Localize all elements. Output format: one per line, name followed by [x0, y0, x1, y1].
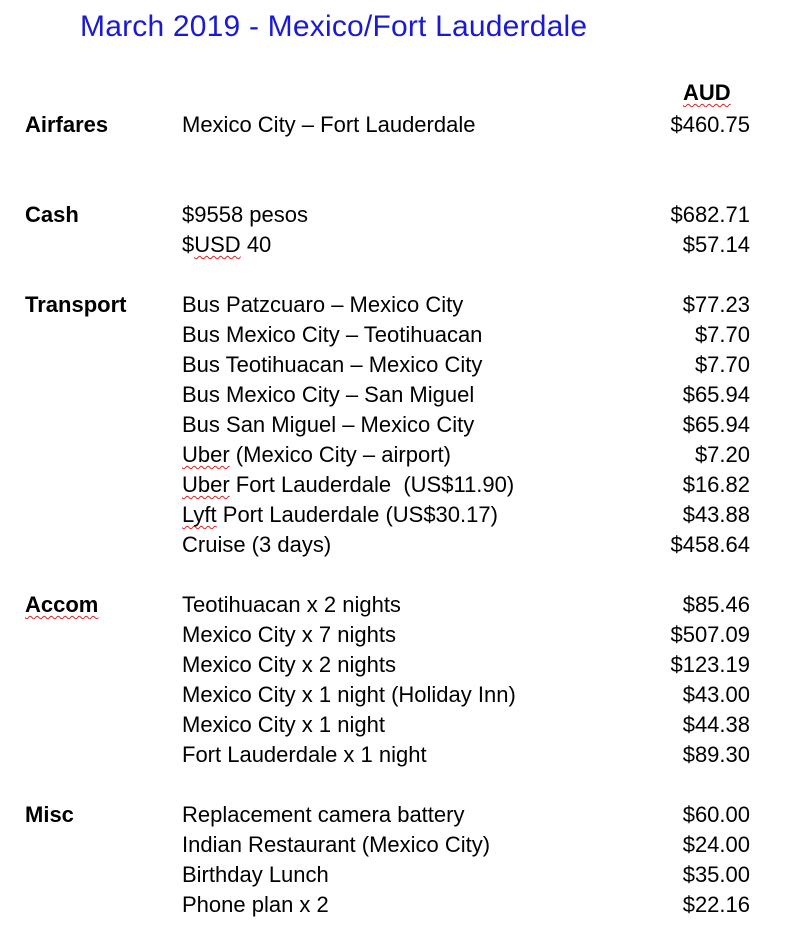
- expense-row: [0, 890, 785, 920]
- expense-amount: $22.16: [682, 892, 750, 917]
- expense-description: Replacement camera battery: [182, 802, 465, 827]
- expense-row: [0, 440, 785, 470]
- currency-column-header: AUD: [683, 80, 731, 105]
- expense-amount: $77.23: [682, 292, 750, 317]
- expense-amount: $43.88: [682, 502, 750, 527]
- expense-amount: $24.00: [682, 832, 750, 857]
- expense-description: Mexico City x 2 nights: [182, 652, 396, 677]
- spellcheck-flagged-word: Uber: [182, 472, 230, 497]
- expense-amount: $123.19: [670, 652, 750, 677]
- expense-description: Mexico City x 7 nights: [182, 622, 396, 647]
- expense-description: Mexico City – Fort Lauderdale: [182, 112, 476, 137]
- expense-row: [0, 320, 785, 350]
- expense-row: [0, 380, 785, 410]
- expense-amount: $507.09: [670, 622, 750, 647]
- expense-description: Birthday Lunch: [182, 862, 329, 887]
- expense-amount: $44.38: [682, 712, 750, 737]
- expense-description: Bus Mexico City – San Miguel: [182, 382, 475, 407]
- expense-amount: $85.46: [682, 592, 750, 617]
- page-title: March 2019 - Mexico/Fort Lauderdale: [80, 10, 588, 43]
- expense-description: Mexico City x 1 night (Holiday Inn): [182, 682, 516, 707]
- expense-amount: $682.71: [670, 202, 750, 227]
- expense-amount: $7.70: [694, 352, 750, 377]
- spellcheck-flagged-word: USD: [194, 232, 241, 257]
- expense-row: [0, 680, 785, 710]
- expense-description: $USD 40: [182, 232, 272, 257]
- expense-amount: $60.00: [682, 802, 750, 827]
- expense-row: [0, 650, 785, 680]
- expense-description: Cruise (3 days): [182, 532, 332, 557]
- expense-row: [0, 710, 785, 740]
- expense-description: Lyft Port Lauderdale (US$30.17): [182, 502, 498, 527]
- expense-description: Indian Restaurant (Mexico City): [182, 832, 491, 857]
- category-label: Misc: [25, 802, 74, 827]
- expense-row: [0, 620, 785, 650]
- expense-row: [0, 350, 785, 380]
- expense-row: [0, 230, 785, 260]
- expense-row: [0, 800, 785, 830]
- expense-row: [0, 590, 785, 620]
- expense-row: [0, 470, 785, 500]
- expense-amount: $7.70: [694, 322, 750, 347]
- expense-description: Uber Fort Lauderdale (US$11.90): [182, 472, 515, 497]
- expense-description: Mexico City x 1 night: [182, 712, 385, 737]
- expense-amount: $35.00: [682, 862, 750, 887]
- category-label: Airfares: [25, 112, 109, 137]
- expense-row: [0, 500, 785, 530]
- expense-amount: $458.64: [670, 532, 750, 557]
- expense-row: [0, 740, 785, 770]
- expense-amount: $16.82: [682, 472, 750, 497]
- expense-description: Uber (Mexico City – airport): [182, 442, 451, 467]
- expense-row: [0, 410, 785, 440]
- expense-description: $9558 pesos: [182, 202, 308, 227]
- expense-amount: $7.20: [694, 442, 750, 467]
- expense-amount: $65.94: [682, 382, 750, 407]
- category-label: Cash: [25, 202, 79, 227]
- expense-description: Fort Lauderdale x 1 night: [182, 742, 427, 767]
- expense-amount: $460.75: [670, 112, 750, 137]
- expense-amount: $89.30: [682, 742, 750, 767]
- expense-row: [0, 290, 785, 320]
- expense-description: Bus San Miguel – Mexico City: [182, 412, 475, 437]
- expense-amount: $65.94: [682, 412, 750, 437]
- expense-description: Teotihuacan x 2 nights: [182, 592, 401, 617]
- category-label: Transport: [25, 292, 127, 317]
- expense-description: Bus Patzcuaro – Mexico City: [182, 292, 464, 317]
- expense-amount: $43.00: [682, 682, 750, 707]
- expense-row: [0, 860, 785, 890]
- category-label: Accom: [25, 592, 99, 617]
- expense-description: Bus Mexico City – Teotihuacan: [182, 322, 483, 347]
- expense-amount: $57.14: [682, 232, 750, 257]
- expense-description: Bus Teotihuacan – Mexico City: [182, 352, 483, 377]
- spellcheck-flagged-word: Lyft: [182, 502, 217, 527]
- spellcheck-flagged-word: Uber: [182, 442, 230, 467]
- expense-description: Phone plan x 2: [182, 892, 329, 917]
- expense-row: [0, 110, 785, 140]
- expense-row: [0, 830, 785, 860]
- expense-row: [0, 530, 785, 560]
- expense-row: [0, 200, 785, 230]
